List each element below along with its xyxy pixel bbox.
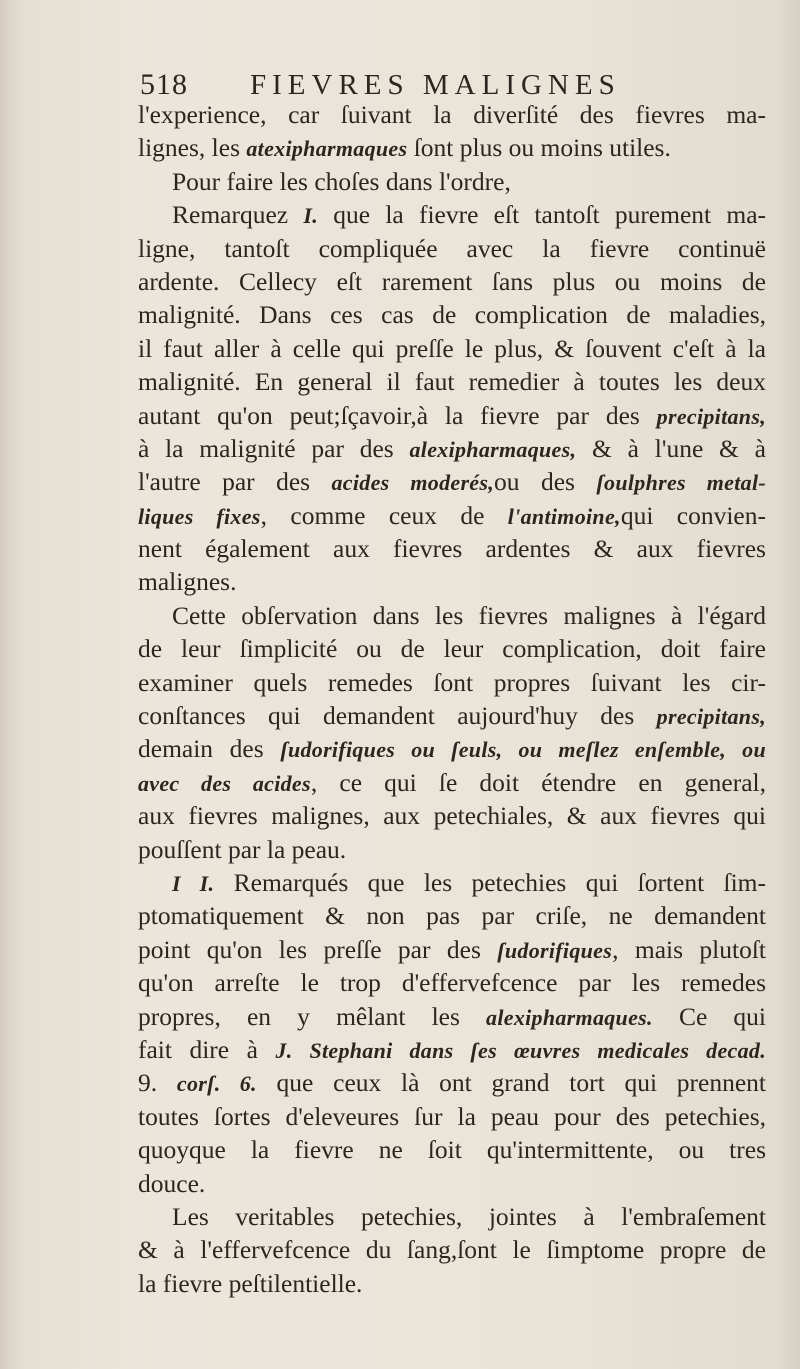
text-run: malignité. Dans ces cas de complication de maladies, xyxy=(138,300,766,330)
italic-run: precipitans, xyxy=(656,403,766,429)
text-line xyxy=(138,465,766,498)
text-run: Ce qui xyxy=(652,1001,766,1031)
text-run: , mais plutoſt xyxy=(612,934,766,964)
text-run: & à l'effervefcence du ſang,ſont le ſimptome propre de xyxy=(138,1235,766,1265)
text-line xyxy=(138,399,766,432)
text-line xyxy=(138,1000,766,1033)
text-run: ou des xyxy=(494,467,597,497)
text-run: pouſſent par la peau. xyxy=(138,834,347,864)
text-run: ardente. Cellecy eſt rarement ſans plus ou moins de xyxy=(138,266,766,296)
text-run: point qu'on les preſſe par des xyxy=(138,934,498,964)
italic-run: corſ. 6. xyxy=(176,1071,257,1097)
text-run: ligne, tantoſt compliquée avec la fievre continuë xyxy=(138,233,766,263)
text-line xyxy=(138,666,766,699)
italic-run: l'antimoine, xyxy=(507,503,621,529)
text-run: , ce qui ſe doit étendre en general, xyxy=(310,767,766,797)
italic-run: I. xyxy=(303,203,319,229)
text-run: douce. xyxy=(138,1168,206,1198)
text-run: l'autre par des xyxy=(138,467,332,497)
text-line xyxy=(138,131,766,164)
text-run: à la malignité par des xyxy=(138,433,410,463)
text-run: autant qu'on peut;ſçavoir,à la fievre par des xyxy=(138,400,657,430)
text-line xyxy=(138,532,766,565)
text-line xyxy=(138,933,766,966)
text-line xyxy=(138,198,766,231)
italic-run: alexipharmaques. xyxy=(486,1004,653,1030)
text-run: demain des xyxy=(138,734,281,764)
text-run: propres, en y mêlant les xyxy=(138,1001,487,1031)
text-line xyxy=(138,298,766,331)
text-line xyxy=(138,1167,766,1200)
text-run: la fievre peſtilentielle. xyxy=(138,1268,363,1298)
text-run: que ceux là ont grand tort qui prennent xyxy=(256,1068,766,1098)
text-run: quoyque la fievre ne ſoit qu'intermittente, ou tres xyxy=(138,1135,766,1165)
text-run: & à l'une & à xyxy=(576,433,766,463)
page-number: 518 xyxy=(140,68,188,101)
text-line xyxy=(138,232,766,265)
text-line xyxy=(138,1133,766,1166)
text-line xyxy=(138,833,766,866)
text-line xyxy=(138,1033,766,1066)
italic-run: ſudorifiques ou ſeuls, ou meſlez enſemble, ou xyxy=(280,737,766,763)
text-run: malignes. xyxy=(138,567,237,597)
text-run: que la fievre eſt tantoſt purement ma- xyxy=(318,200,766,230)
italic-run: ſoulphres metal- xyxy=(596,470,766,496)
text-run: de leur ſimplicité ou de leur complication, doit faire xyxy=(138,634,766,664)
text-line xyxy=(138,899,766,932)
italic-run: acides moderés, xyxy=(331,470,495,496)
text-line xyxy=(138,699,766,732)
text-run: 9. xyxy=(138,1068,177,1098)
italic-run: I I. xyxy=(172,870,215,896)
text-run: lignes, les xyxy=(138,133,247,163)
text-line xyxy=(138,799,766,832)
italic-run: avec des acides xyxy=(138,770,311,796)
text-run: Remarqués que les petechies qui ſortent ſim- xyxy=(214,867,766,897)
text-run: Remarquez xyxy=(172,200,304,230)
text-line xyxy=(138,332,766,365)
text-line xyxy=(138,732,766,765)
text-run: il faut aller à celle qui preſſe le plus, & ſouvent c'eſt à la xyxy=(138,333,766,363)
running-head: FIEVRES MALIGNES xyxy=(250,69,621,101)
italic-run: precipitans, xyxy=(656,704,766,730)
page-header xyxy=(140,68,750,102)
text-line xyxy=(138,265,766,298)
text-line xyxy=(138,966,766,999)
text-run: , comme ceux de xyxy=(260,500,508,530)
text-run: qui convien- xyxy=(620,500,766,530)
text-run: ptomatiquement & non pas par criſe, ne demandent xyxy=(138,901,766,931)
italic-run: alexipharmaques, xyxy=(409,436,577,462)
text-line xyxy=(138,432,766,465)
italic-run: liques fixes xyxy=(138,503,261,529)
text-line xyxy=(138,565,766,598)
text-run: l'experience, car ſuivant la diverſité des fievres ma- xyxy=(138,100,766,129)
text-run: nent également aux fievres ardentes & aux fievres xyxy=(138,534,766,564)
text-line xyxy=(138,165,766,198)
text-run: conſtances qui demandent aujourd'huy des xyxy=(138,701,657,731)
text-run: toutes ſortes d'eleveures ſur la peau pour des petechies, xyxy=(138,1101,766,1131)
text-run: ſont plus ou moins utiles. xyxy=(407,133,671,163)
text-run: examiner quels remedes ſont propres ſuivant les cir- xyxy=(138,667,766,697)
text-run: Les veritables petechies, jointes à l'embraſement xyxy=(172,1201,766,1231)
text-line xyxy=(138,766,766,799)
text-line xyxy=(138,866,766,899)
italic-run: atexipharmaques xyxy=(246,136,408,162)
text-line xyxy=(138,1233,766,1266)
text-line xyxy=(138,499,766,532)
italic-run: J. Stephani dans ſes œuvres medicales decad. xyxy=(275,1037,766,1063)
text-line xyxy=(138,365,766,398)
text-line xyxy=(138,599,766,632)
italic-run: ſudorifiques xyxy=(497,937,613,963)
text-run: fait dire à xyxy=(138,1034,276,1064)
text-run: malignité. En general il faut remedier à toutes les deux xyxy=(138,367,766,397)
text-run: qu'on arreſte le trop d'effervefcence par les remedes xyxy=(138,968,766,998)
text-run: Pour faire les choſes dans l'ordre, xyxy=(172,166,511,196)
text-run: Cette obſervation dans les fievres malignes à l'égard xyxy=(172,600,766,630)
text-line xyxy=(138,632,766,665)
text-line xyxy=(138,1066,766,1099)
text-line xyxy=(138,1267,766,1300)
text-run: aux fievres malignes, aux petechiales, & aux fievres qui xyxy=(138,801,766,831)
text-line xyxy=(138,98,766,131)
text-line xyxy=(138,1200,766,1233)
text-line xyxy=(138,1100,766,1133)
body-text xyxy=(138,98,766,1300)
